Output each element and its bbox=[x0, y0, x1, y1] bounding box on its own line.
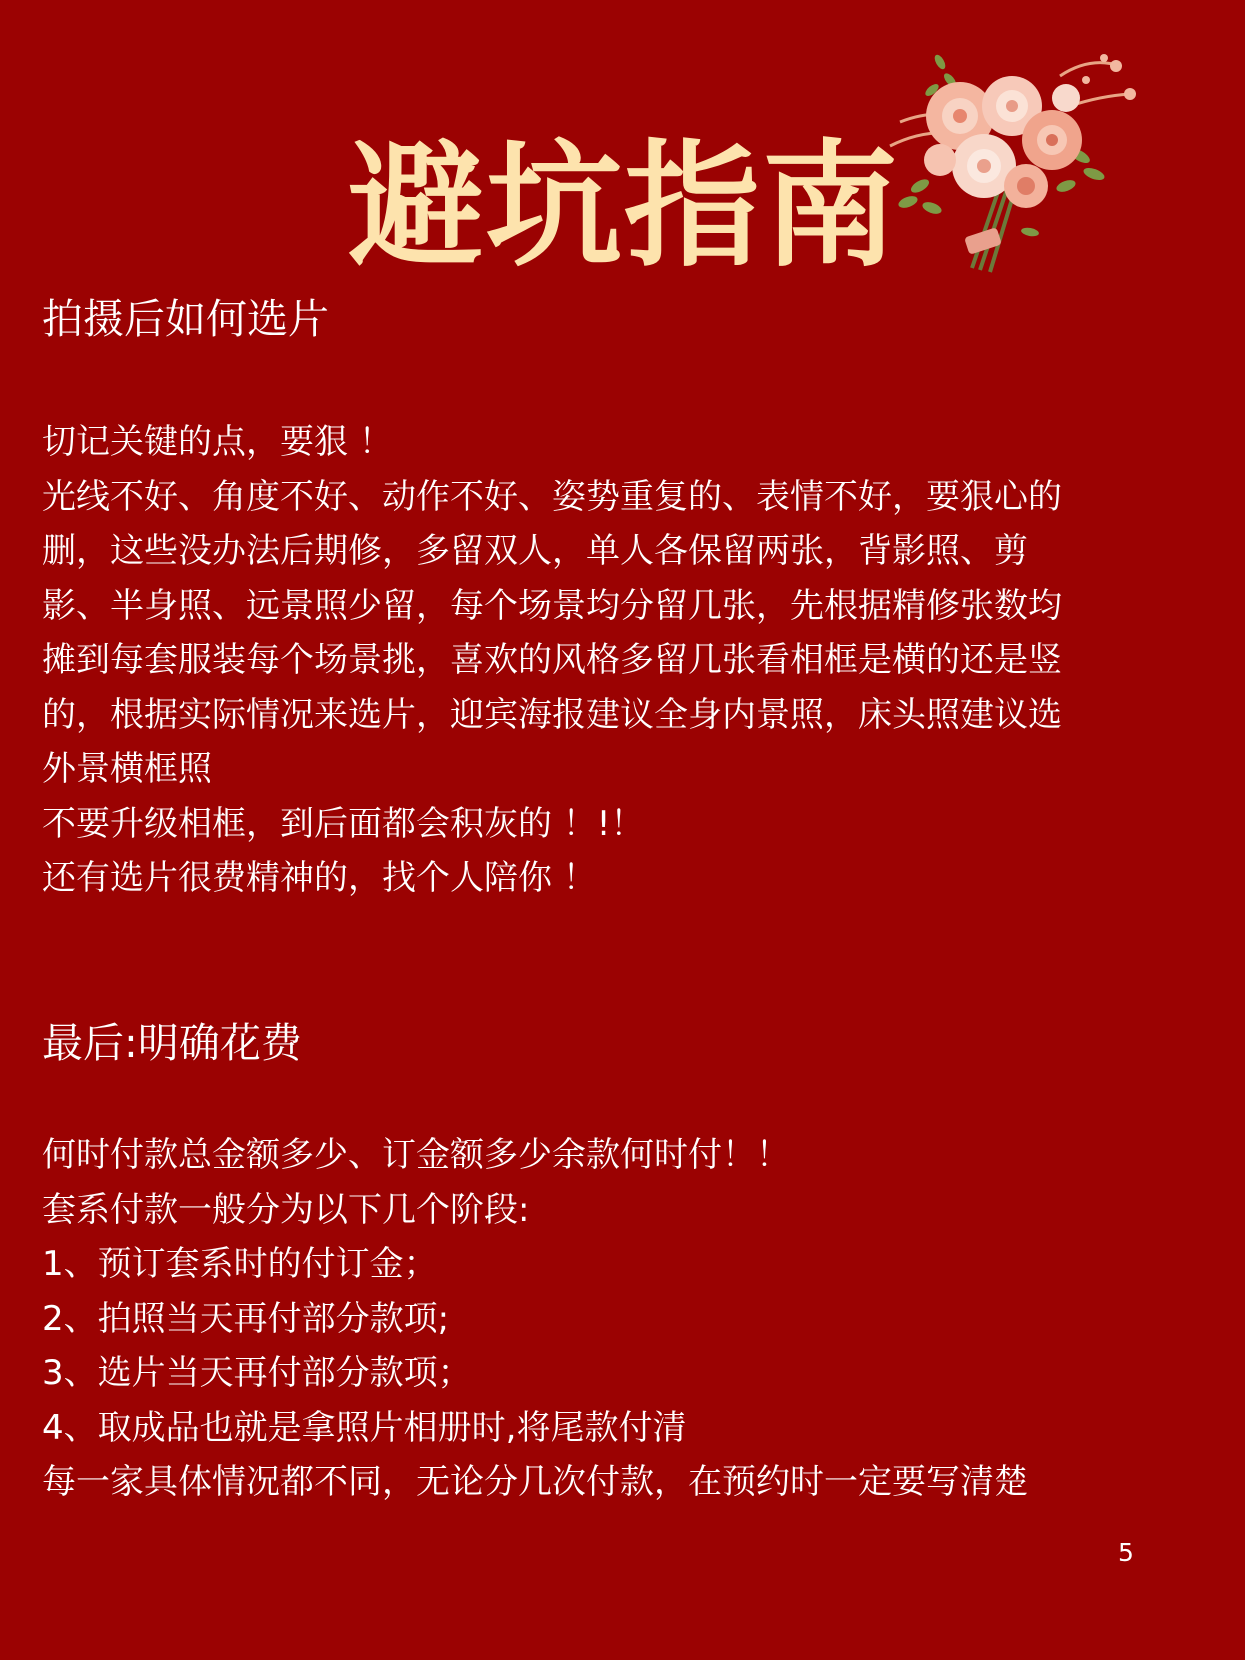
section-body-costs bbox=[42, 1128, 1212, 1510]
text-line: 何时付款总金额多少、订金额多少余款何时付！！ bbox=[42, 1135, 790, 1175]
text-line: 还有选片很费精神的，找个人陪你 ！ bbox=[42, 858, 597, 898]
text-line: 的，根据实际情况来选片，迎宾海报建议全身内景照，床头照建议选 bbox=[42, 694, 1062, 735]
text-line: 不要升级相框，到后面都会积灰的 ！!！ bbox=[42, 803, 645, 844]
text-line: 2、拍照当天再付部分款项; bbox=[42, 1298, 450, 1339]
text-line: 每一家具体情况都不同，无论分几次付款，在预约时一定要写清楚 bbox=[42, 1462, 1028, 1502]
section-body-select-photos bbox=[42, 415, 1212, 906]
text-line: 影、半身照、远景照少留，每个场景均分留几张，先根据精修张数均 bbox=[42, 585, 1062, 626]
text-line: 光线不好、角度不好、动作不好、姿势重复的、表情不好，要狠心的 bbox=[42, 476, 1062, 517]
text-line: 摊到每套服装每个场景挑，喜欢的风格多留几张看相框是横的还是竖 bbox=[42, 640, 1062, 680]
page-number: 5 bbox=[1118, 1538, 1134, 1567]
page-title: 避坑指南 bbox=[348, 128, 900, 286]
flower-bouquet-icon bbox=[880, 36, 1160, 296]
text-line: 3、选片当天再付部分款项； bbox=[42, 1353, 472, 1393]
text-line: 1、预订套系时的付订金； bbox=[42, 1244, 438, 1284]
text-line: 删，这些没办法后期修，多留双人，单人各保留两张，背影照、剪 bbox=[42, 531, 1028, 571]
text-line: 套系付款一般分为以下几个阶段: bbox=[42, 1189, 530, 1230]
text-line: 切记关键的点，要狠 ！ bbox=[42, 422, 393, 462]
text-line: 外景横框照 bbox=[42, 749, 212, 789]
section-heading-costs: 最后:明确花费 bbox=[42, 1019, 302, 1067]
text-line: 4、取成品也就是拿照片相册时,将尾款付清 bbox=[42, 1407, 687, 1448]
section-heading-select-photos: 拍摄后如何选片 bbox=[42, 295, 329, 343]
